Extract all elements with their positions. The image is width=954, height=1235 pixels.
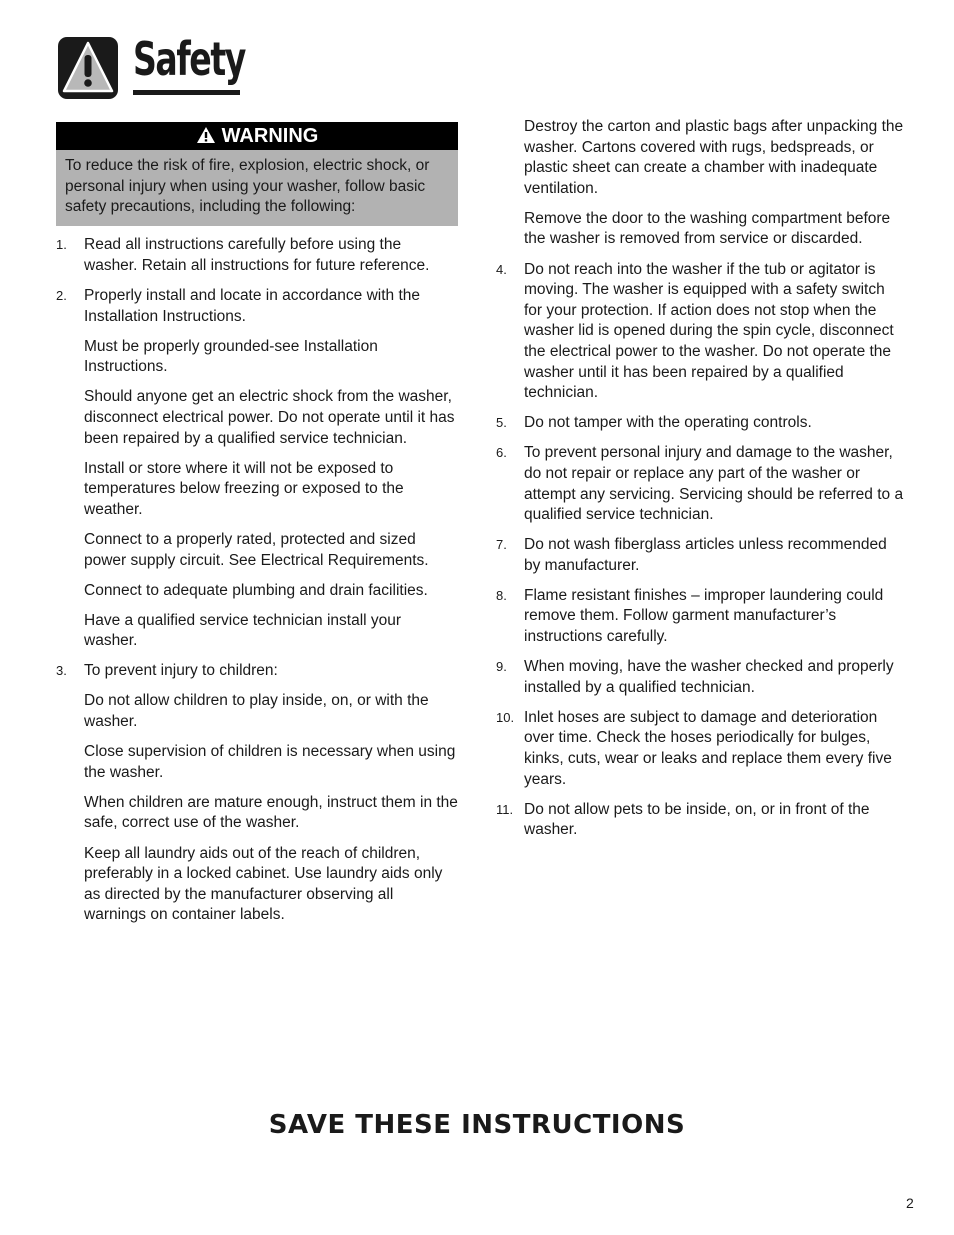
list-subitem: [496, 117, 906, 199]
item-text: Properly install and locate in accordance with the Installation Instructions.: [84, 286, 421, 325]
item-number: 9.: [496, 659, 507, 675]
item-text: Keep all laundry aids out of the reach of children, preferably in a locked cabinet. Use laundry aids only as directed by the manufacturer observing all warnings on container labels.: [84, 844, 443, 924]
item-text: Install or store where it will not be exposed to temperatures below freezing or exposed to the weather.: [84, 459, 404, 518]
list-subitem: [496, 209, 906, 250]
warning-box: [56, 122, 458, 226]
warning-text: To reduce the risk of fire, explosion, electric shock, or personal injury when using your washer, follow basic safety precautions, including the following:: [65, 157, 430, 216]
right-instruction-list: [496, 117, 906, 841]
item-text: Do not wash fiberglass articles unless recommended by manufacturer.: [524, 536, 887, 574]
item-number: 10.: [496, 709, 515, 725]
item-text: To prevent personal injury and damage to the washer, do not repair or replace any part of the washer or attempt any servicing. Servicing should be referred to a qualified service technician.: [524, 444, 904, 524]
save-instructions-heading: SAVE THESE INSTRUCTIONS: [268, 1110, 686, 1140]
item-number: 8.: [496, 587, 507, 603]
item-text: Inlet hoses are subject to damage and deterioration over time. Check the hoses periodically for bulges, kinks, cuts, wear or leaks and replace them every five years.: [524, 708, 892, 788]
item-text: Do not allow pets to be inside, on, or in front of the washer.: [524, 800, 870, 839]
list-item: [496, 413, 906, 434]
list-subitem: [56, 387, 458, 449]
list-item: [496, 443, 906, 525]
page-number: 2: [906, 1195, 914, 1211]
item-number: 2.: [56, 287, 67, 303]
item-number: 1.: [56, 237, 67, 253]
item-text: Destroy the carton and plastic bags after unpacking the washer. Cartons covered with rugs, bedspreads, or plastic sheet can create a chamber with inadequate ventilation.: [524, 118, 904, 197]
item-text: Must be properly grounded-see Installation Instructions.: [84, 337, 378, 376]
list-item: [56, 286, 458, 327]
item-number: 3.: [56, 663, 67, 679]
item-text: When children are mature enough, instruct them in the safe, correct use of the washer.: [84, 793, 458, 832]
list-subitem: [56, 611, 458, 652]
item-text: Do not allow children to play inside, on, or with the washer.: [84, 692, 429, 731]
list-item: [496, 586, 906, 648]
item-text: Close supervision of children is necessary when using the washer.: [84, 743, 456, 781]
page-title: Safety: [133, 32, 245, 86]
item-number: 4.: [496, 261, 507, 277]
item-text: When moving, have the washer checked and properly installed by a qualified technician.: [524, 658, 894, 696]
list-subitem: [56, 742, 458, 783]
list-item: [496, 657, 906, 698]
list-item: [496, 260, 906, 404]
left-instruction-list: [56, 235, 458, 926]
item-number: 5.: [496, 415, 507, 431]
item-text: Flame resistant finishes – improper laundering could remove them. Follow garment manufacturer’s instructions carefully.: [524, 586, 884, 646]
list-subitem: [56, 691, 458, 732]
warning-label: WARNING: [221, 125, 319, 147]
list-subitem: [56, 337, 458, 378]
item-text: To prevent injury to children:: [84, 662, 278, 680]
list-item: [496, 800, 906, 841]
warning-header: [56, 122, 458, 150]
warning-small-icon: [196, 126, 216, 144]
list-subitem: [56, 530, 458, 571]
item-text: Remove the door to the washing compartment before the washer is removed from service or discarded.: [524, 209, 891, 248]
list-subitem: [56, 844, 458, 926]
item-text: Should anyone get an electric shock from the washer, disconnect electrical power. Do not operate until it has been repaired by a qualified service technician.: [84, 388, 455, 447]
left-column: [56, 122, 458, 926]
list-item: [56, 661, 458, 682]
item-text: Do not reach into the washer if the tub or agitator is moving. The washer is equipped with a safety switch for your protection. If action does not stop when the washer lid is opened during the spin cycle, disconnect the electrical power to the washer. Do not operate the washer until it has been repaired by a qualified technician.: [524, 260, 894, 402]
item-text: Connect to adequate plumbing and drain facilities.: [84, 581, 428, 599]
item-text: Have a qualified service technician install your washer.: [84, 611, 402, 650]
item-text: Read all instructions carefully before using the washer. Retain all instructions for future reference.: [84, 236, 430, 274]
list-item: [496, 708, 906, 790]
list-subitem: [56, 459, 458, 521]
item-number: 6.: [496, 445, 507, 461]
right-column: [496, 117, 906, 841]
title-underline: [133, 90, 240, 95]
list-item: [496, 535, 906, 576]
list-subitem: [56, 793, 458, 834]
list-item: [56, 235, 458, 276]
list-subitem: [56, 581, 458, 602]
item-text: Do not tamper with the operating controls.: [524, 414, 812, 432]
item-number: 11.: [496, 801, 514, 817]
item-text: Connect to a properly rated, protected and sized power supply circuit. See Electrical Requirements.: [84, 530, 429, 569]
warning-triangle-icon: [57, 36, 119, 100]
item-number: 7.: [496, 537, 507, 553]
